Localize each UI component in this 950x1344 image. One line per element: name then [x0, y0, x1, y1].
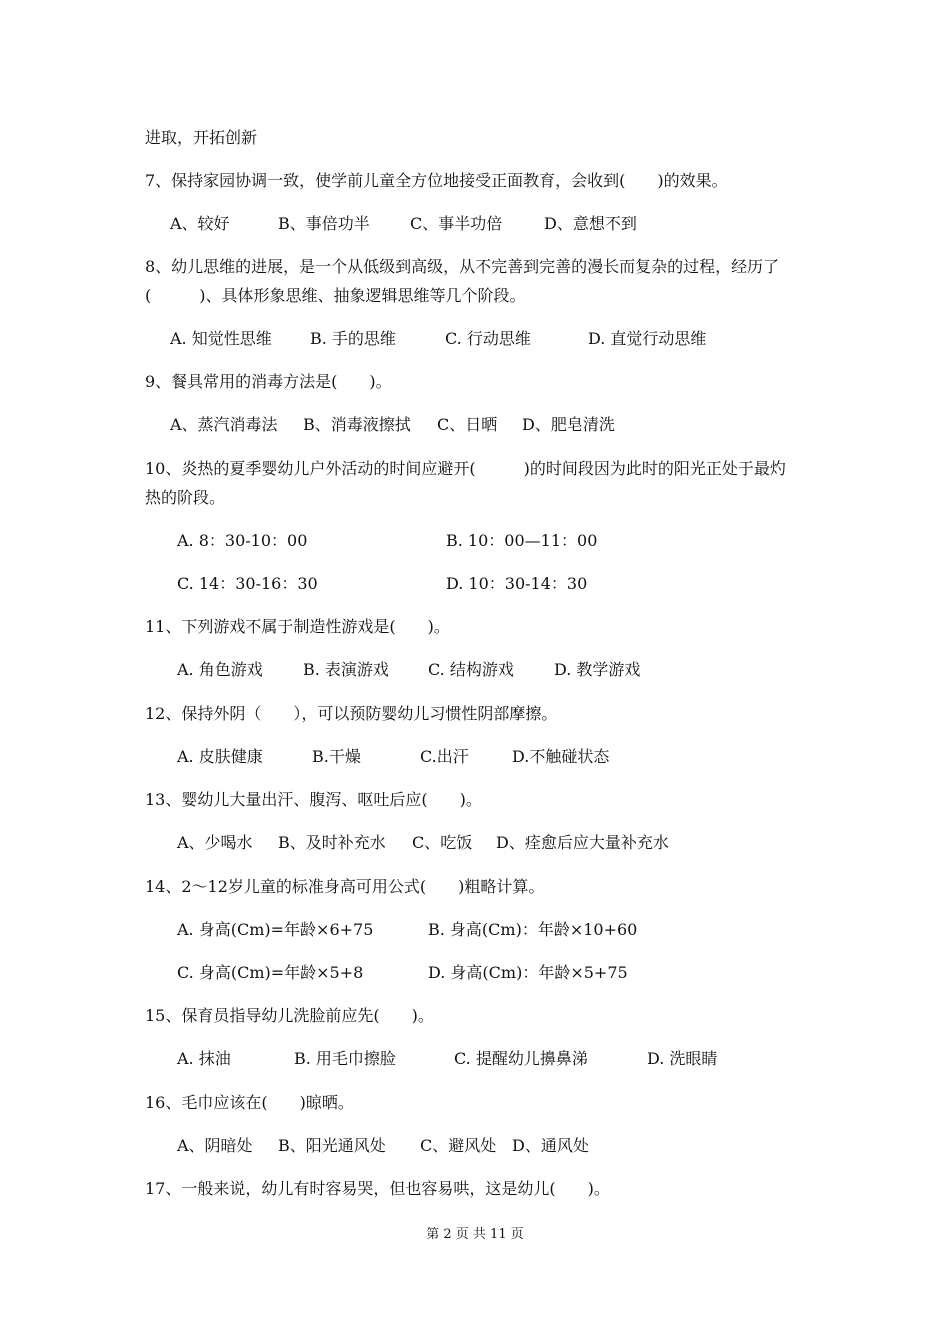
option-9d: D、肥皂清洗 — [522, 415, 615, 434]
option-13b: B、及时补充水 — [278, 833, 386, 852]
question-10-line1: 10、炎热的夏季婴幼儿户外活动的时间应避开( )的时间段因为此时的阳光正处于最灼 — [145, 459, 786, 478]
question-8-line1: 8、幼儿思维的进展，是一个从低级到高级，从不完善到完善的漫长而复杂的过程，经历了 — [145, 257, 780, 276]
option-15b: B. 用毛巾擦脸 — [294, 1049, 396, 1068]
option-7b: B、事倍功半 — [278, 214, 370, 233]
question-8-line2: ( )、具体形象思维、抽象逻辑思维等几个阶段。 — [145, 286, 526, 305]
option-13c: C、吃饭 — [412, 833, 473, 852]
option-15c: C. 提醒幼儿擤鼻涕 — [454, 1049, 588, 1068]
option-14d: D. 身高(Cm)：年龄×5+75 — [428, 963, 628, 982]
question-17: 17、一般来说，幼儿有时容易哭，但也容易哄，这是幼儿( )。 — [145, 1179, 610, 1198]
option-12b: B.干燥 — [312, 747, 361, 766]
question-13: 13、婴幼儿大量出汗、腹泻、呕吐后应( )。 — [145, 790, 482, 809]
option-12a: A. 皮肤健康 — [177, 747, 263, 766]
option-12d: D.不触碰状态 — [512, 747, 610, 766]
option-15d: D. 洗眼睛 — [647, 1049, 718, 1068]
option-15a: A. 抹油 — [177, 1049, 231, 1068]
question-15: 15、保育员指导幼儿洗脸前应先( )。 — [145, 1006, 434, 1025]
option-13a: A、少喝水 — [177, 833, 253, 852]
question-10-line2: 热的阶段。 — [145, 488, 226, 507]
option-14c: C. 身高(Cm)=年龄×5+8 — [177, 963, 364, 982]
option-8a: A. 知觉性思维 — [170, 329, 272, 348]
option-11b: B. 表演游戏 — [303, 660, 389, 679]
option-16a: A、阴暗处 — [177, 1136, 253, 1155]
question-12: 12、保持外阴（ ），可以预防婴幼儿习惯性阴部摩擦。 — [145, 704, 558, 723]
page-number-footer: 第 2 页 共 11 页 — [426, 1227, 524, 1242]
option-7d: D、意想不到 — [544, 214, 637, 233]
option-12c: C.出汗 — [420, 747, 469, 766]
question-9: 9、餐具常用的消毒方法是( )。 — [145, 372, 392, 391]
option-13d: D、痊愈后应大量补充水 — [496, 833, 669, 852]
option-10c: C. 14：30-16：30 — [177, 574, 318, 593]
option-10b: B. 10：00—11：00 — [446, 531, 598, 550]
option-16c: C、避风处 — [420, 1136, 497, 1155]
option-10a: A. 8：30-10：00 — [177, 531, 308, 550]
option-9b: B、消毒液擦拭 — [303, 415, 411, 434]
option-10d: D. 10：30-14：30 — [446, 574, 588, 593]
option-7c: C、事半功倍 — [410, 214, 503, 233]
question-14: 14、2～12岁儿童的标准身高可用公式( )粗略计算。 — [145, 877, 545, 896]
option-9c: C、日晒 — [437, 415, 498, 434]
option-9a: A、蒸汽消毒法 — [170, 415, 278, 434]
option-16b: B、阳光通风处 — [278, 1136, 386, 1155]
option-7a: A、较好 — [170, 214, 230, 233]
question-11: 11、下列游戏不属于制造性游戏是( )。 — [145, 617, 450, 636]
option-14a: A. 身高(Cm)=年龄×6+75 — [177, 920, 374, 939]
option-11d: D. 教学游戏 — [554, 660, 641, 679]
option-11a: A. 角色游戏 — [177, 660, 263, 679]
option-8b: B. 手的思维 — [310, 329, 396, 348]
question-16: 16、毛巾应该在( )晾晒。 — [145, 1093, 354, 1112]
option-8d: D. 直觉行动思维 — [588, 329, 707, 348]
option-11c: C. 结构游戏 — [428, 660, 514, 679]
text-line: 进取，开拓创新 — [145, 128, 258, 147]
option-14b: B. 身高(Cm)：年龄×10+60 — [428, 920, 638, 939]
option-16d: D、通风处 — [512, 1136, 589, 1155]
question-7: 7、保持家园协调一致，使学前儿童全方位地接受正面教育，会收到( )的效果。 — [145, 171, 728, 190]
option-8c: C. 行动思维 — [445, 329, 531, 348]
